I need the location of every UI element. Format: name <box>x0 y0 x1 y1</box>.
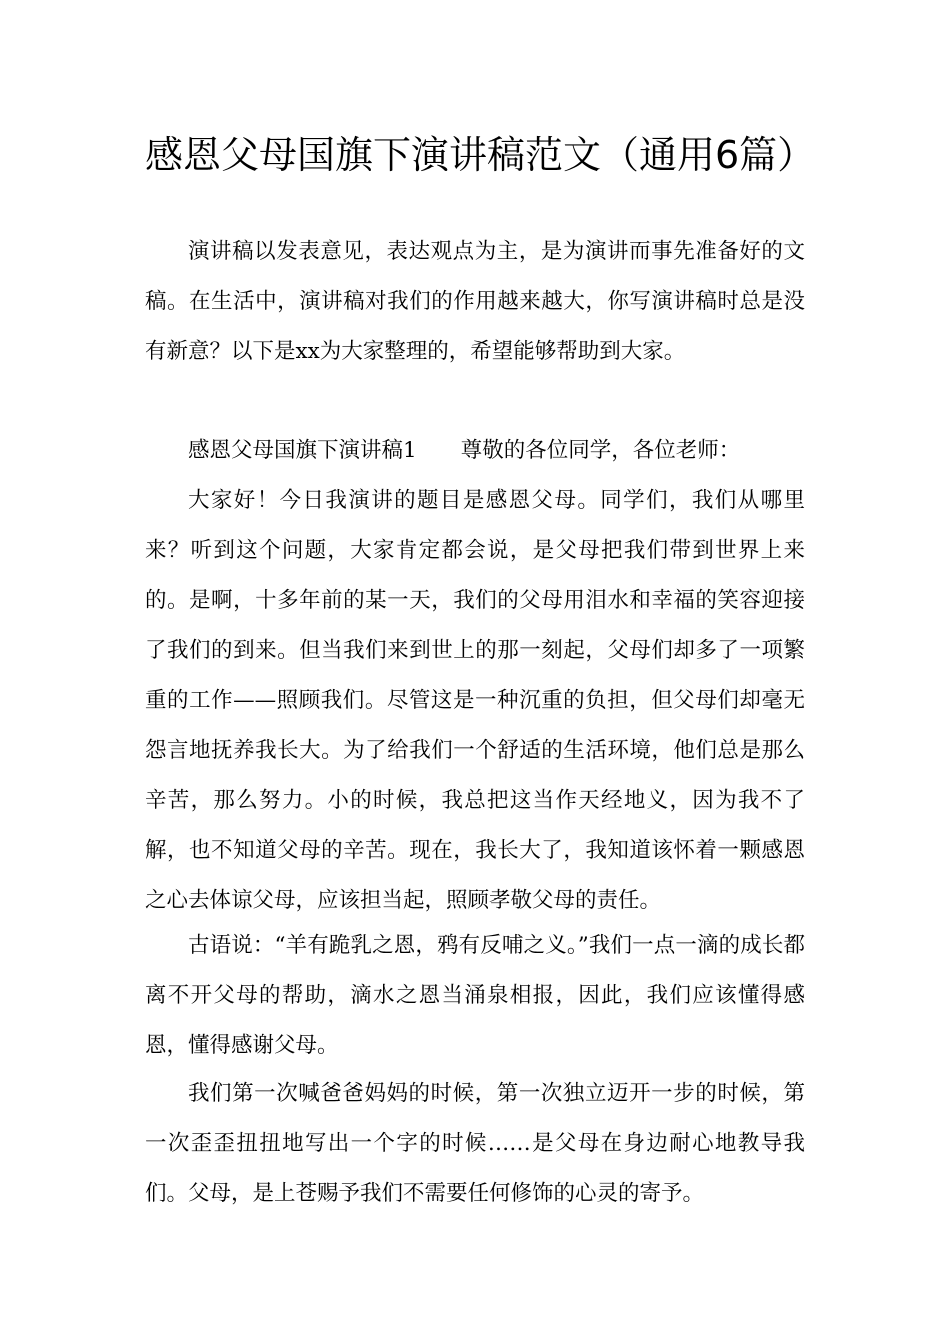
intro-paragraph <box>145 227 805 377</box>
paragraph-text: 大家好！今日我演讲的题目是感恩父母。同学们，我们从哪里来？听到这个问题，大家肯定都会说，是父母把我们带到世界上来的。是啊，十多年前的某一天，我们的父母用泪水和幸福的笑容迎接了我们的到来。但当我们来到世上的那一刻起，父母们却多了一项繁重的工作——照顾我们。尽管这是一种沉重的负担，但父母们却毫无怨言地抚养我长大。为了给我们一个舒适的生活环境，他们总是那么辛苦，那么努力。小的时候，我总把这当作天经地义，因为我不了解，也不知道父母的辛苦。现在，我长大了，我知道该怀着一颗感恩之心去体谅父母，应该担当起，照顾孝敬父母的责任。 <box>145 488 805 913</box>
section-heading-line <box>145 426 805 476</box>
section-heading-row <box>145 426 805 476</box>
section-heading: 感恩父母国旗下演讲稿1 <box>188 438 417 463</box>
document-title: 感恩父母国旗下演讲稿范文（通用6篇） <box>145 133 816 177</box>
body-paragraph-3 <box>145 1069 805 1219</box>
paragraph-text: 我们第一次喊爸爸妈妈的时候，第一次独立迈开一步的时候，第一次歪歪扭扭地写出一个字的时候……是父母在身边耐心地教导我们。父母，是上苍赐予我们不需要任何修饰的心灵的寄予。 <box>145 1081 805 1206</box>
section-greeting: 尊敬的各位同学，各位老师： <box>460 438 741 463</box>
body-paragraph-2 <box>145 921 805 1071</box>
paragraph-text: 古语说：“羊有跪乳之恩，鸦有反哺之义。”我们一点一滴的成长都离不开父母的帮助，滴水之恩当涌泉相报，因此，我们应该懂得感恩，懂得感谢父母。 <box>145 933 805 1058</box>
body-paragraph-1 <box>145 476 805 926</box>
intro-text: 演讲稿以发表意见，表达观点为主，是为演讲而事先准备好的文稿。在生活中，演讲稿对我们的作用越来越大，你写演讲稿时总是没有新意？以下是xx为大家整理的，希望能够帮助到大家。 <box>145 239 805 364</box>
